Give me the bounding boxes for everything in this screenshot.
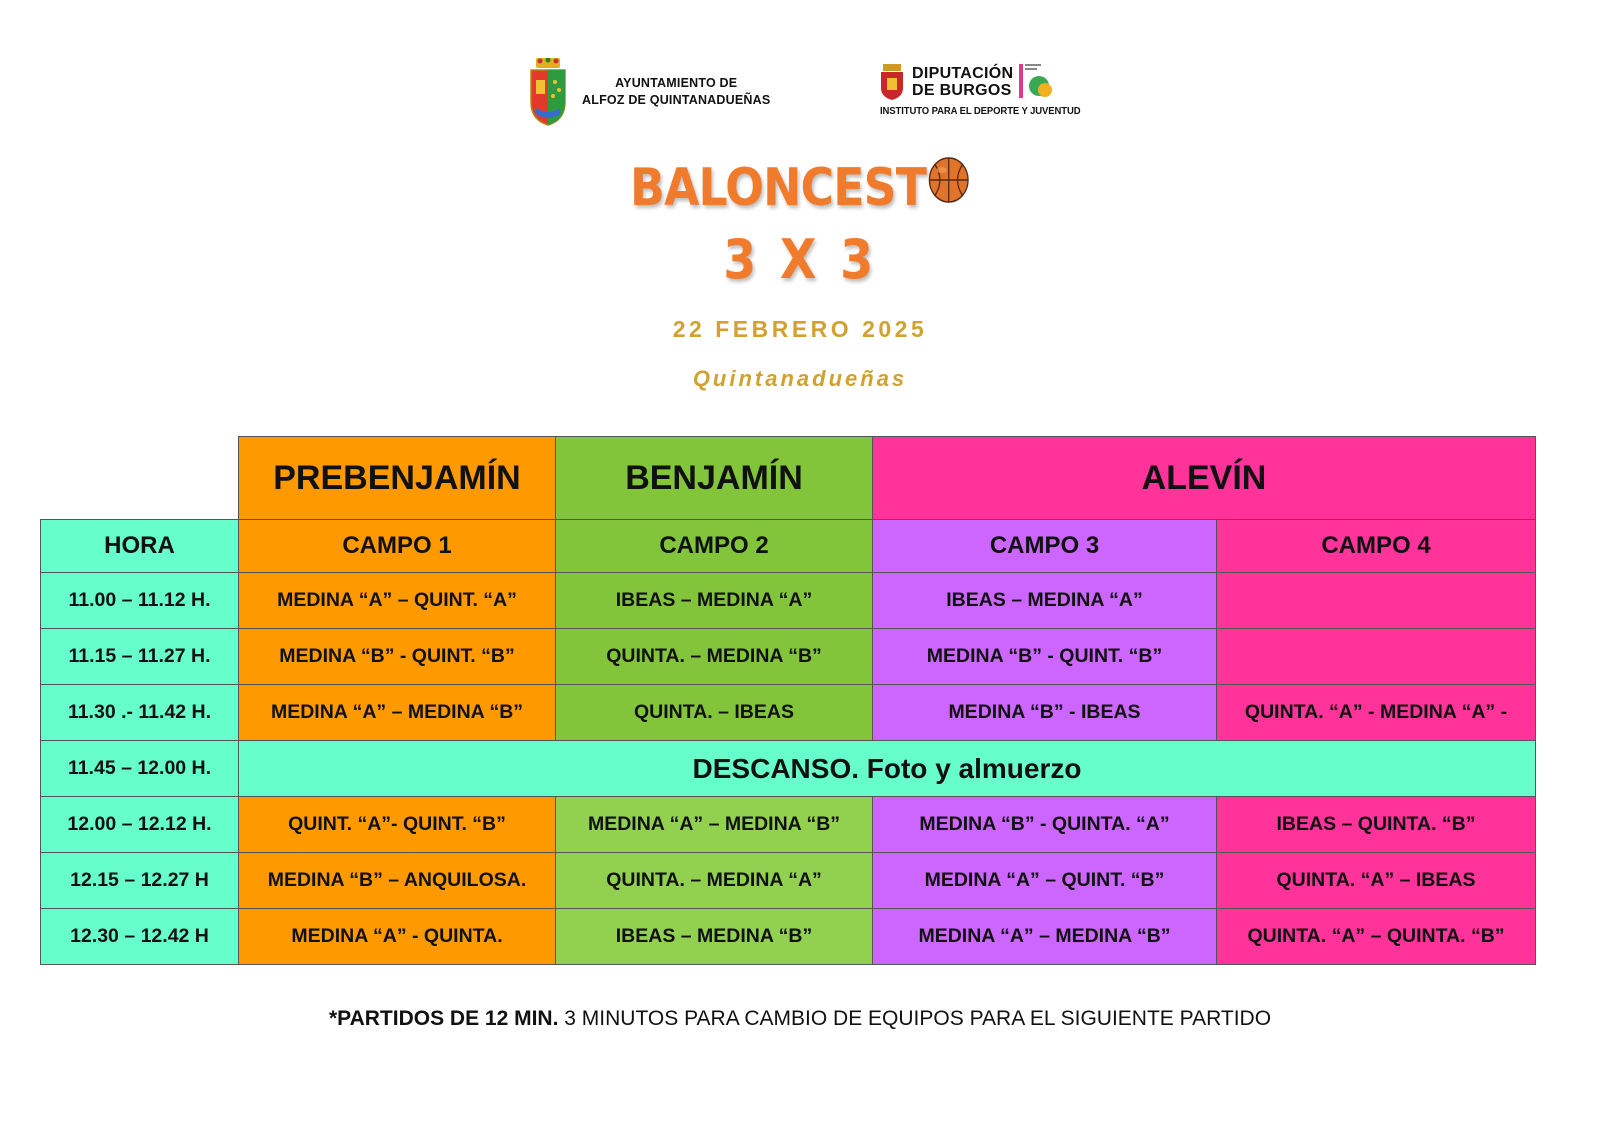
match-cell: QUINTA. “A” – QUINTA. “B”	[1217, 909, 1536, 965]
table-row	[41, 573, 1536, 629]
table-row	[41, 685, 1536, 741]
match-cell: MEDINA “A” - QUINTA.	[239, 909, 556, 965]
time-cell: 11.15 – 11.27 H.	[41, 629, 239, 685]
ayuntamiento-logo	[528, 58, 770, 126]
category-benjamin: BENJAMÍN	[556, 437, 873, 520]
match-cell: MEDINA “B” - IBEAS	[873, 685, 1217, 741]
header-campo-1: CAMPO 1	[239, 520, 556, 573]
match-cell: QUINTA. – IBEAS	[556, 685, 873, 741]
break-cell: DESCANSO. Foto y almuerzo	[239, 741, 1536, 797]
basketball-icon	[928, 156, 970, 217]
coat-of-arms-icon	[528, 58, 568, 126]
break-row	[41, 741, 1536, 797]
match-cell: IBEAS – MEDINA “A”	[556, 573, 873, 629]
table-row	[41, 853, 1536, 909]
time-cell: 11.45 – 12.00 H.	[41, 741, 239, 797]
footnote-bold: *PARTIDOS DE 12 MIN.	[328, 1007, 559, 1030]
match-cell: IBEAS – MEDINA “B”	[556, 909, 873, 965]
event-place: Quintanadueñas	[692, 366, 908, 391]
diputacion-name: DIPUTACIÓN DE BURGOS	[912, 65, 1014, 99]
match-cell: IBEAS – QUINTA. “B”	[1217, 797, 1536, 853]
table-row	[41, 797, 1536, 853]
match-cell: IBEAS – MEDINA “A”	[873, 573, 1217, 629]
match-cell: QUINTA. “A” - MEDINA “A” -	[1217, 685, 1536, 741]
header-campo-2: CAMPO 2	[556, 520, 873, 573]
time-cell: 12.30 – 12.42 H	[41, 909, 239, 965]
table-row	[41, 629, 1536, 685]
schedule-table	[40, 436, 1536, 965]
category-prebenjamin: PREBENJAMÍN	[239, 437, 556, 520]
time-cell: 11.30 .- 11.42 H.	[41, 685, 239, 741]
category-alevin: ALEVÍN	[873, 437, 1536, 520]
header-hora: HORA	[41, 520, 239, 573]
column-header-row	[41, 520, 1536, 573]
time-cell: 12.00 – 12.12 H.	[41, 797, 239, 853]
match-cell: MEDINA “B” – ANQUILOSA.	[239, 853, 556, 909]
diputacion-shield-icon	[880, 64, 904, 100]
footnote-text: 3 MINUTOS PARA CAMBIO DE EQUIPOS PARA EL SIGUIENTE PARTIDO	[558, 1007, 1272, 1030]
blank-cell	[41, 437, 239, 520]
header-campo-3: CAMPO 3	[873, 520, 1217, 573]
match-cell: MEDINA “A” – MEDINA “B”	[873, 909, 1217, 965]
ayuntamiento-name: AYUNTAMIENTO DE ALFOZ DE QUINTANADUEÑAS	[582, 76, 771, 107]
match-cell: MEDINA “A” – QUINT. “B”	[873, 853, 1217, 909]
time-cell: 11.00 – 11.12 H.	[41, 573, 239, 629]
category-row	[41, 437, 1536, 520]
table-row	[41, 909, 1536, 965]
match-cell: MEDINA “A” – QUINT. “A”	[239, 573, 556, 629]
diputacion-logo	[880, 62, 1081, 117]
match-cell	[1217, 629, 1536, 685]
match-cell: MEDINA “A” – MEDINA “B”	[239, 685, 556, 741]
match-cell: MEDINA “B” - QUINT. “B”	[239, 629, 556, 685]
sports-institute-icon	[1019, 62, 1053, 102]
match-cell: MEDINA “B” - QUINT. “B”	[873, 629, 1217, 685]
match-cell: QUINTA. “A” – IBEAS	[1217, 853, 1536, 909]
header-campo-4: CAMPO 4	[1217, 520, 1536, 573]
match-cell: QUINTA. – MEDINA “A”	[556, 853, 873, 909]
event-title: BALONCEST	[96, 158, 1504, 218]
header-logos	[0, 56, 1600, 131]
diputacion-subtitle: INSTITUTO PARA EL DEPORTE Y JUVENTUD	[880, 105, 1081, 118]
event-date: 22 FEBRERO 2025	[672, 316, 928, 342]
match-cell: MEDINA “A” – MEDINA “B”	[556, 797, 873, 853]
footnote	[0, 1007, 1600, 1031]
time-cell: 12.15 – 12.27 H	[41, 853, 239, 909]
event-subtitle: 3 X 3	[723, 228, 877, 291]
match-cell	[1217, 573, 1536, 629]
match-cell: MEDINA “B” - QUINTA. “A”	[873, 797, 1217, 853]
match-cell: QUINT. “A”- QUINT. “B”	[239, 797, 556, 853]
match-cell: QUINTA. – MEDINA “B”	[556, 629, 873, 685]
